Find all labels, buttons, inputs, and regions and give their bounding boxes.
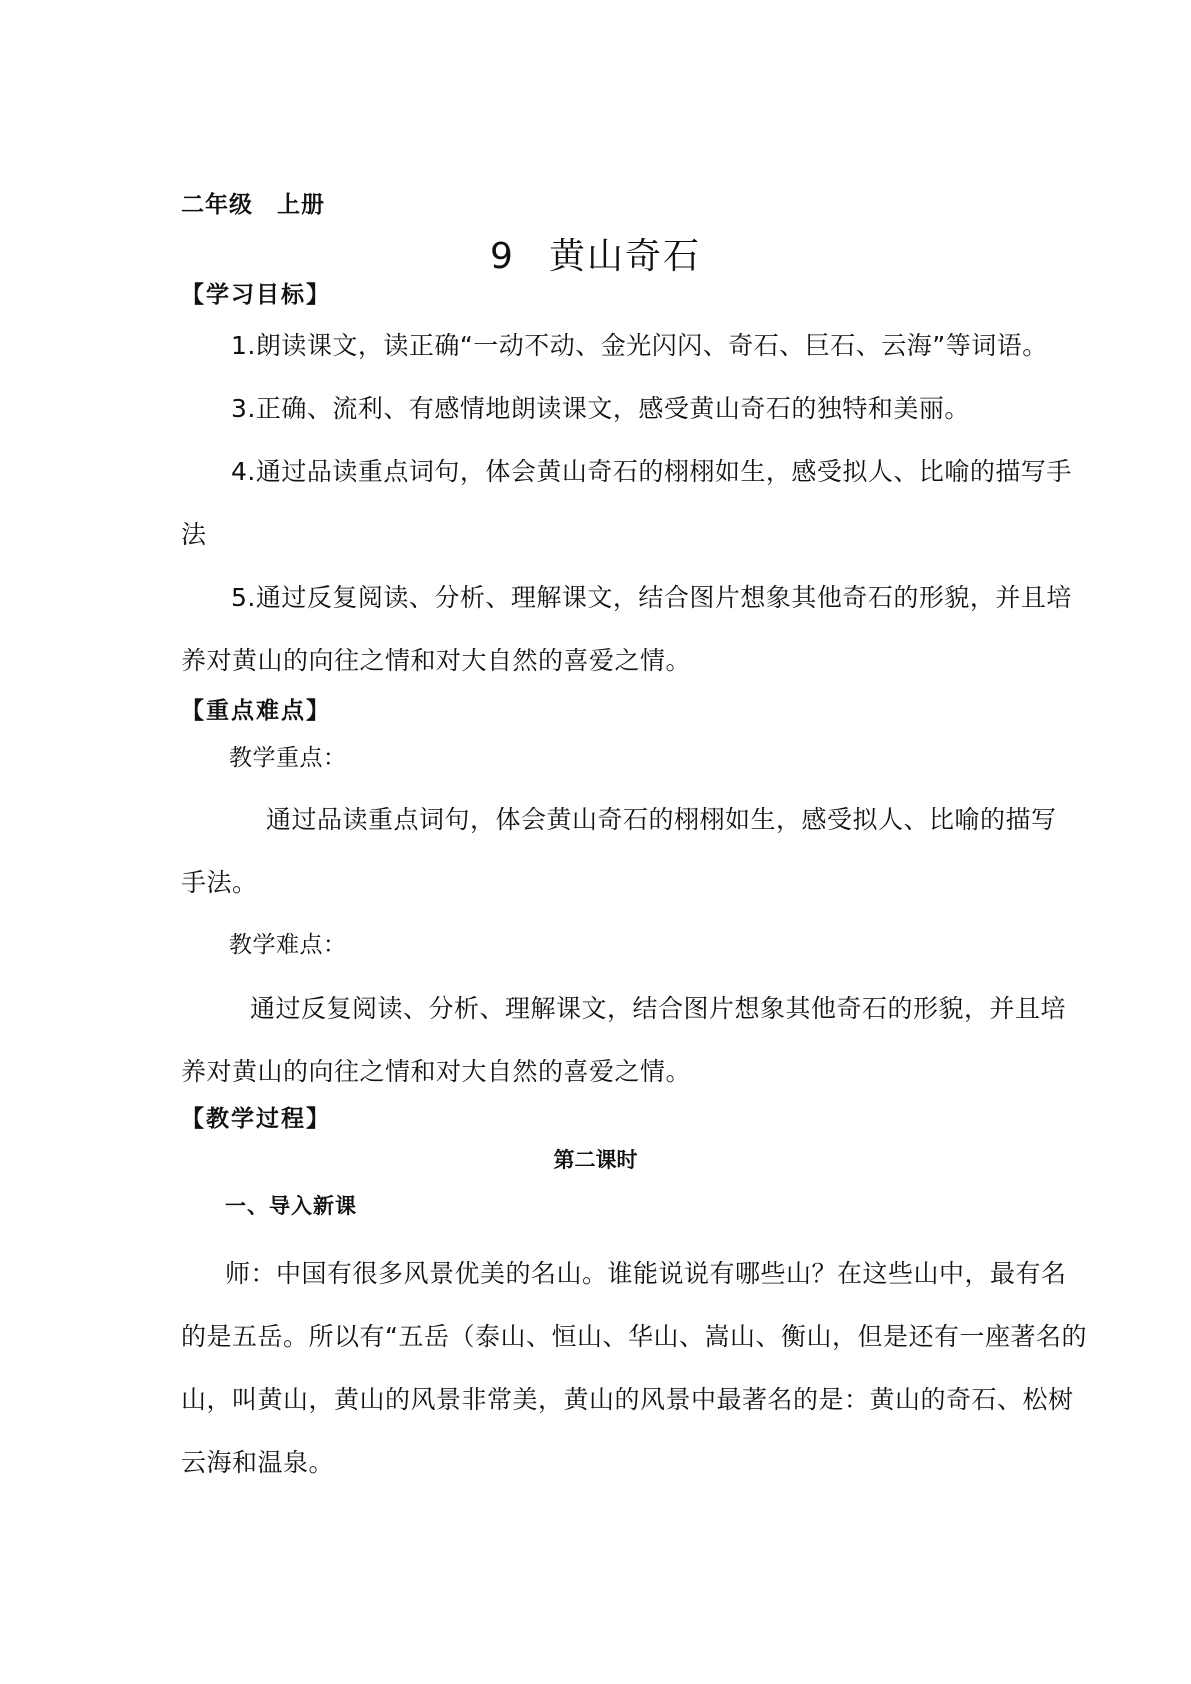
lesson-number: 9 — [490, 236, 515, 277]
step-line: 山，叫黄山，黄山的风景非常美，黄山的风景中最著名的是：黄山的奇石、松树 — [181, 1385, 1074, 1414]
objective-line: 养对黄山的向往之情和对大自然的喜爱之情。 — [181, 646, 692, 675]
difficulty-line: 养对黄山的向往之情和对大自然的喜爱之情。 — [181, 1057, 692, 1086]
difficulty-label: 教学难点： — [229, 932, 347, 958]
objective-line: 3.正确、流利、有感情地朗读课文，感受黄山奇石的独特和美丽。 — [231, 394, 970, 423]
objective-line: 4.通过品读重点词句，体会黄山奇石的栩栩如生，感受拟人、比喻的描写手 — [231, 457, 1072, 486]
period-label: 第二课时 — [553, 1148, 638, 1172]
step-line: 师：中国有很多风景优美的名山。谁能说说有哪些山？在这些山中，最有名 — [225, 1259, 1067, 1288]
lesson-title — [0, 228, 1191, 279]
focus-line: 通过品读重点词句，体会黄山奇石的栩栩如生，感受拟人、比喻的描写 — [266, 805, 1057, 834]
focus-label: 教学重点： — [229, 745, 347, 771]
step-line: 云海和温泉。 — [181, 1448, 335, 1477]
difficulty-line: 通过反复阅读、分析、理解课文，结合图片想象其他奇石的形貌，并且培 — [250, 994, 1067, 1023]
objectives-heading: 【学习目标】 — [181, 282, 331, 308]
grade-label: 二年级 上册 — [181, 192, 325, 218]
objective-line: 5.通过反复阅读、分析、理解课文，结合图片想象其他奇石的形貌，并且培 — [231, 583, 1072, 612]
lesson-title-text: 黄山奇石 — [548, 236, 701, 277]
focus-line: 手法。 — [181, 868, 258, 897]
process-heading: 【教学过程】 — [181, 1106, 331, 1132]
step-line: 的是五岳。所以有“五岳（泰山、恒山、华山、嵩山、衡山，但是还有一座著名的 — [181, 1322, 1087, 1351]
keypoints-heading: 【重点难点】 — [181, 698, 331, 724]
objective-line: 1.朗读课文，读正确“一动不动、金光闪闪、奇石、巨石、云海”等词语。 — [231, 331, 1048, 360]
step-title: 一、导入新课 — [225, 1194, 357, 1218]
objective-line: 法 — [181, 520, 207, 549]
